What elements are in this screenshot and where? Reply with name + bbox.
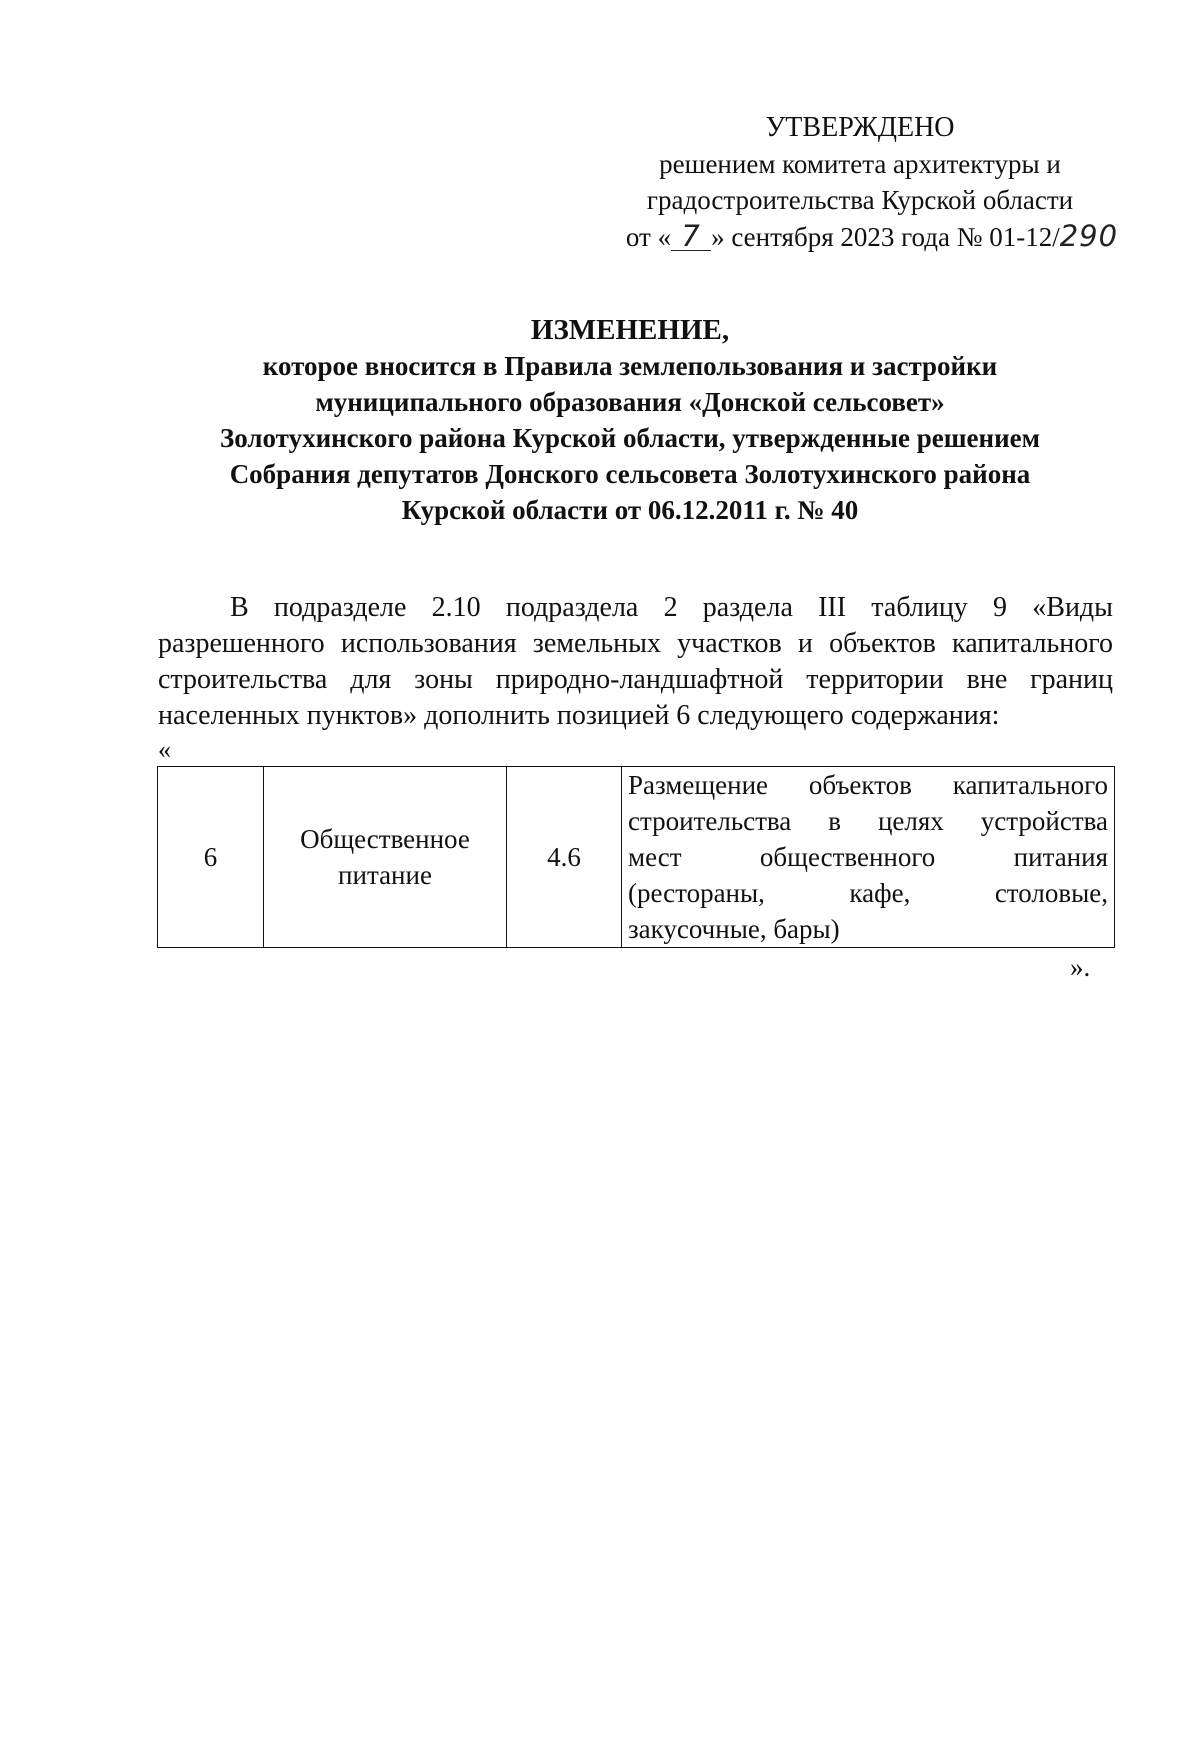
body-paragraph: В подразделе 2.10 подраздела 2 раздела III таблицу 9 «Виды разрешенного использования земельных участков и объектов капитального строительства для зоны природно-ландшафтной территории вне границ населенных пунктов» дополнить позицией 6 следующего содержания: bbox=[158, 592, 1113, 731]
heading-main: ИЗМЕНЕНИЕ, bbox=[530, 314, 730, 346]
handwritten-day: 7 bbox=[671, 222, 711, 251]
closing-quote: ». bbox=[1070, 952, 1091, 982]
date-middle: » сентября 2023 года № 01-12/ bbox=[711, 222, 1060, 252]
approval-block bbox=[560, 110, 1160, 255]
cell-name bbox=[264, 767, 507, 948]
approval-date-line bbox=[572, 218, 1172, 255]
heading-line-4: Собрания депутатов Донского сельсовета Золотухинского района bbox=[229, 459, 1031, 489]
date-prefix: от « bbox=[625, 222, 672, 252]
approval-title: УТВЕРЖДЕНО bbox=[765, 112, 955, 143]
document-heading bbox=[150, 312, 1110, 528]
table-row bbox=[158, 767, 1115, 948]
heading-line-1: которое вносится в Правила землепользования и застройки bbox=[262, 351, 998, 381]
desc-line: закусочные, бары) bbox=[628, 914, 840, 944]
opening-quote: « bbox=[158, 735, 171, 764]
desc-line: Размещение объектов капитального bbox=[628, 770, 1108, 800]
desc-line: мест общественного питания bbox=[628, 842, 1108, 872]
cell-code: 4.6 bbox=[507, 767, 622, 948]
approval-line-2: градостроительства Курской области bbox=[646, 185, 1074, 215]
name-line: питание bbox=[338, 860, 432, 890]
approval-line-1: решением комитета архитектуры и bbox=[659, 149, 1061, 179]
heading-line-3: Золотухинского района Курской области, утвержденные решением bbox=[219, 423, 1041, 453]
heading-line-2: муниципального образования «Донской сельсовет» bbox=[315, 387, 945, 417]
desc-line: строительства в целях устройства bbox=[628, 806, 1108, 836]
name-line: Общественное bbox=[300, 824, 470, 854]
amendment-table bbox=[157, 766, 1115, 948]
cell-description bbox=[622, 767, 1115, 948]
cell-number: 6 bbox=[158, 767, 264, 948]
desc-line: (рестораны, кафе, столовые, bbox=[628, 878, 1108, 908]
handwritten-doc-number: 290 bbox=[1059, 219, 1119, 253]
heading-line-5: Курской области от 06.12.2011 г. № 40 bbox=[401, 495, 859, 525]
